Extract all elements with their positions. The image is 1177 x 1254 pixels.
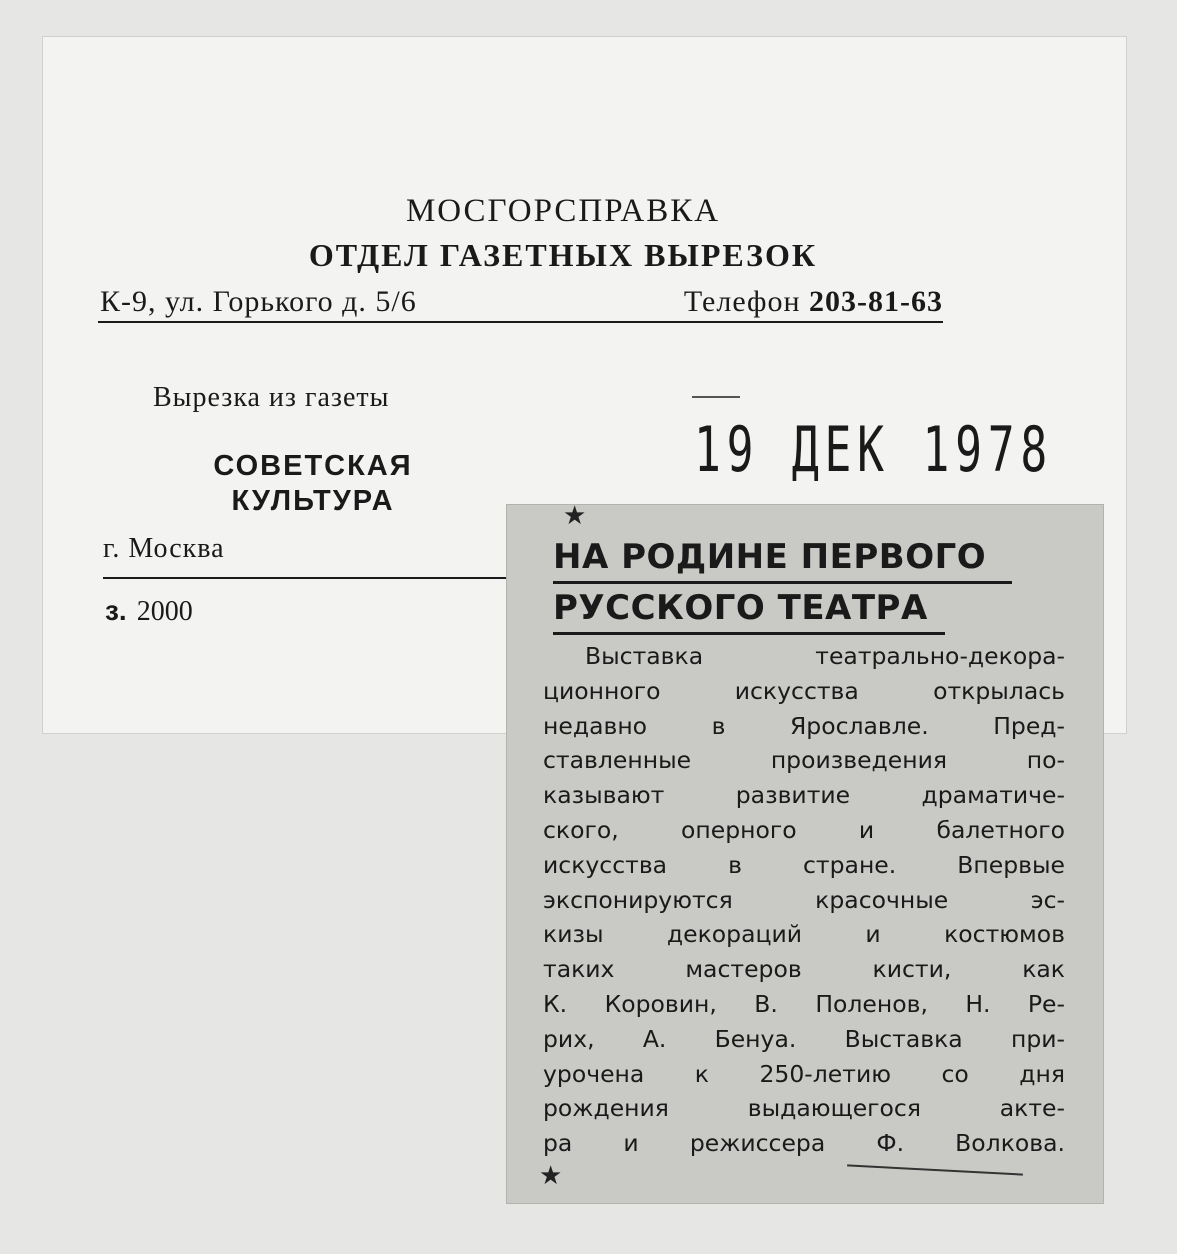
article-line: ционного искусства открылась [543,676,1065,705]
newspaper-name-line2: КУЛЬТУРА [231,485,395,517]
article-line: таких мастеров кисти, как [543,955,1065,984]
article-headline [553,533,1012,635]
article-line: кизы декораций и костюмов [543,920,1065,949]
city-name: г. Москва [103,533,225,564]
article-line: рих, А. Бенуа. Выставка при- [543,1024,1065,1053]
end-star-icon: ★ [539,1161,563,1191]
article-line: ставленные произведения по- [543,746,1065,775]
end-rule [847,1164,1023,1175]
date-stamp: 19 ДЕК 1978 [694,413,1053,486]
address-line [98,285,943,323]
stamp-dash [692,396,740,398]
clip-source-label: Вырезка из газеты [153,382,390,413]
newspaper-clipping [506,501,1104,1204]
article-line: казывают развитие драматиче- [543,781,1065,810]
article-line: рождения выдающегося акте- [543,1094,1065,1123]
agency-address: К-9, ул. Горького д. 5/6 [100,285,417,318]
article-line: урочена к 250-летию со дня [543,1059,1065,1088]
article-line: К. Коровин, В. Поленов, Н. Ре- [543,989,1065,1018]
article-line: недавно в Ярославле. Пред- [543,711,1065,740]
article-line: экспонируются красочные эс- [543,885,1065,914]
article-line: ра и режиссера Ф. Волкова. [543,1129,1065,1158]
article-line: ского, оперного и балетного [543,815,1065,844]
headline-line2: РУССКОГО ТЕАТРА [553,584,945,635]
newspaper-name [193,449,433,519]
order-prefix: з. [105,595,127,626]
star-icon: ★ [563,501,587,531]
agency-name: МОСГОРСПРАВКА [405,193,721,229]
department-name: ОТДЕЛ ГАЗЕТНЫХ ВЫРЕЗОК [308,237,818,273]
article-line: Выставка театрально-декора- [585,642,1065,670]
agency-phone [684,285,943,319]
article-body [543,639,1065,1161]
order-line [105,595,193,628]
city-line [103,533,523,579]
phone-number: 203-81-63 [809,285,943,318]
headline-line1: НА РОДИНЕ ПЕРВОГО [553,533,1012,584]
order-number: 2000 [136,596,193,627]
newspaper-name-line1: СОВЕТСКАЯ [213,450,413,482]
article-line: искусства в стране. Впервые [543,850,1065,879]
phone-label: Телефон [683,285,801,318]
